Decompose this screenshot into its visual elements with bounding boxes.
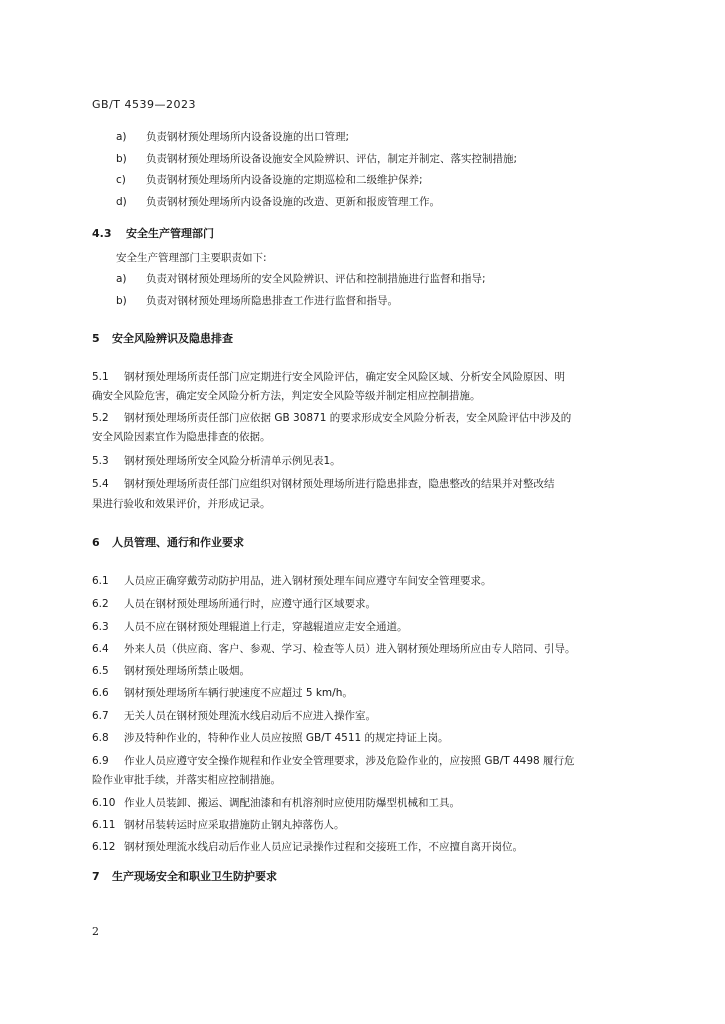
- clause-text: 钢材吊装转运时应采取措施防止钢丸掉落伤人。: [124, 819, 345, 831]
- clause-number: 6.7: [92, 710, 109, 722]
- clause-text: 人员在钢材预处理场所通行时，应遵守通行区域要求。: [124, 598, 376, 610]
- section-number: 6: [92, 536, 100, 549]
- list-item: [116, 173, 423, 187]
- clause: [92, 620, 408, 634]
- clause-text: 人员不应在钢材预处理辊道上行走，穿越辊道应走安全通道。: [124, 621, 408, 633]
- clause: [92, 411, 571, 425]
- clause-number: 6.8: [92, 732, 109, 744]
- clause-number: 5.1: [92, 371, 109, 383]
- clause-continuation: 果进行验收和效果评价，并形成记录。: [92, 498, 271, 510]
- clause-number: 6.2: [92, 598, 109, 610]
- clause-number: 6.12: [92, 841, 116, 853]
- clause-number: 6.10: [92, 797, 116, 809]
- clause-text: 钢材预处理场所车辆行驶速度不应超过 5 km/h。: [124, 687, 353, 699]
- clause: [92, 597, 376, 611]
- list-item-text: 负责钢材预处理场所内设备设施的出口管理;: [146, 131, 350, 143]
- clause: [92, 370, 565, 384]
- clause-number: 6.3: [92, 621, 109, 633]
- clause-text: 外来人员（供应商、客户、参观、学习、检查等人员）进入钢材预处理场所应由专人陪同、引导。: [124, 643, 576, 655]
- clause-number: 6.4: [92, 643, 109, 655]
- clause-number: 6.9: [92, 755, 109, 767]
- clause: [92, 796, 460, 810]
- clause: [92, 709, 376, 723]
- section-heading-6: [92, 534, 244, 550]
- list-item-label: b): [116, 153, 127, 165]
- clause: [92, 731, 449, 745]
- list-item-label: d): [116, 196, 127, 208]
- clause-number: 5.4: [92, 478, 109, 490]
- clause: [92, 454, 341, 468]
- clause-text: 钢材预处理流水线启动后作业人员应记录操作过程和交接班工作，不应擅自离开岗位。: [124, 841, 523, 853]
- clause-text: 作业人员装卸、搬运、调配油漆和有机溶剂时应使用防爆型机械和工具。: [124, 797, 460, 809]
- clause: [92, 664, 250, 678]
- clause-number: 5.2: [92, 412, 109, 424]
- section-heading-7: [92, 868, 277, 884]
- clause: [92, 754, 575, 768]
- clause: [92, 574, 492, 588]
- section-title: 生产现场安全和职业卫生防护要求: [112, 870, 277, 883]
- clause-number: 5.3: [92, 455, 109, 467]
- clause-continuation: 安全风险因素宜作为隐患排查的依据。: [92, 431, 271, 443]
- clause: [92, 477, 555, 491]
- list-item-label: c): [116, 174, 126, 186]
- clause: [92, 642, 576, 656]
- clause-text: 涉及特种作业的，特种作业人员应按照 GB/T 4511 的规定持证上岗。: [124, 732, 449, 744]
- clause-text: 钢材预处理场所责任部门应组织对钢材预处理场所进行隐患排查，隐患整改的结果并对整改结: [124, 478, 555, 490]
- list-item: [116, 294, 398, 308]
- list-item-label: a): [116, 131, 127, 143]
- clause: [92, 840, 523, 854]
- section-number: 5: [92, 332, 100, 345]
- section-heading-4-3: [92, 225, 214, 241]
- section-title: 人员管理、通行和作业要求: [112, 536, 244, 549]
- list-item-text: 负责钢材预处理场所内设备设施的改造、更新和报废管理工作。: [146, 196, 440, 208]
- clause-continuation: 险作业审批手续，并落实相应控制措施。: [92, 774, 281, 786]
- page-number: 2: [92, 925, 99, 938]
- list-item-label: b): [116, 295, 127, 307]
- list-item: [116, 195, 440, 209]
- standard-number-header: GB/T 4539—2023: [92, 98, 196, 111]
- list-item: [116, 272, 486, 286]
- list-item-label: a): [116, 273, 127, 285]
- list-item: [116, 130, 349, 144]
- list-item-text: 负责钢材预处理场所内设备设施的定期巡检和二级维护保养;: [146, 174, 423, 186]
- clause-text: 钢材预处理场所安全风险分析清单示例见表1。: [124, 455, 341, 467]
- list-item-text: 负责钢材预处理场所设备设施安全风险辨识、评估，制定并制定、落实控制措施;: [146, 153, 518, 165]
- clause-text: 无关人员在钢材预处理流水线启动后不应进入操作室。: [124, 710, 376, 722]
- clause-number: 6.6: [92, 687, 109, 699]
- paragraph: 安全生产管理部门主要职责如下:: [116, 252, 267, 264]
- section-number: 7: [92, 870, 100, 883]
- list-item-text: 负责对钢材预处理场所的安全风险辨识、评估和控制措施进行监督和指导;: [146, 273, 486, 285]
- section-heading-5: [92, 330, 233, 346]
- clause-text: 钢材预处理场所责任部门应定期进行安全风险评估，确定安全风险区域、分析安全风险原因、明: [124, 371, 565, 383]
- clause-text: 作业人员应遵守安全操作规程和作业安全管理要求，涉及危险作业的，应按照 GB/T 4498 履行危: [124, 755, 575, 767]
- section-title: 安全风险辨识及隐患排查: [112, 332, 233, 345]
- clause-text: 钢材预处理场所禁止吸烟。: [124, 665, 250, 677]
- clause-number: 6.1: [92, 575, 109, 587]
- clause-continuation: 确安全风险危害，确定安全风险分析方法，判定安全风险等级并制定相应控制措施。: [92, 390, 481, 402]
- clause: [92, 686, 353, 700]
- section-number: 4.3: [92, 227, 112, 240]
- clause: [92, 818, 345, 832]
- clause-number: 6.11: [92, 819, 116, 831]
- section-title: 安全生产管理部门: [126, 227, 214, 240]
- clause-number: 6.5: [92, 665, 109, 677]
- list-item: [116, 152, 517, 166]
- clause-text: 人员应正确穿戴劳动防护用品，进入钢材预处理车间应遵守车间安全管理要求。: [124, 575, 492, 587]
- clause-text: 钢材预处理场所责任部门应依据 GB 30871 的要求形成安全风险分析表，安全风险评估中涉及的: [124, 412, 572, 424]
- list-item-text: 负责对钢材预处理场所隐患排查工作进行监督和指导。: [146, 295, 398, 307]
